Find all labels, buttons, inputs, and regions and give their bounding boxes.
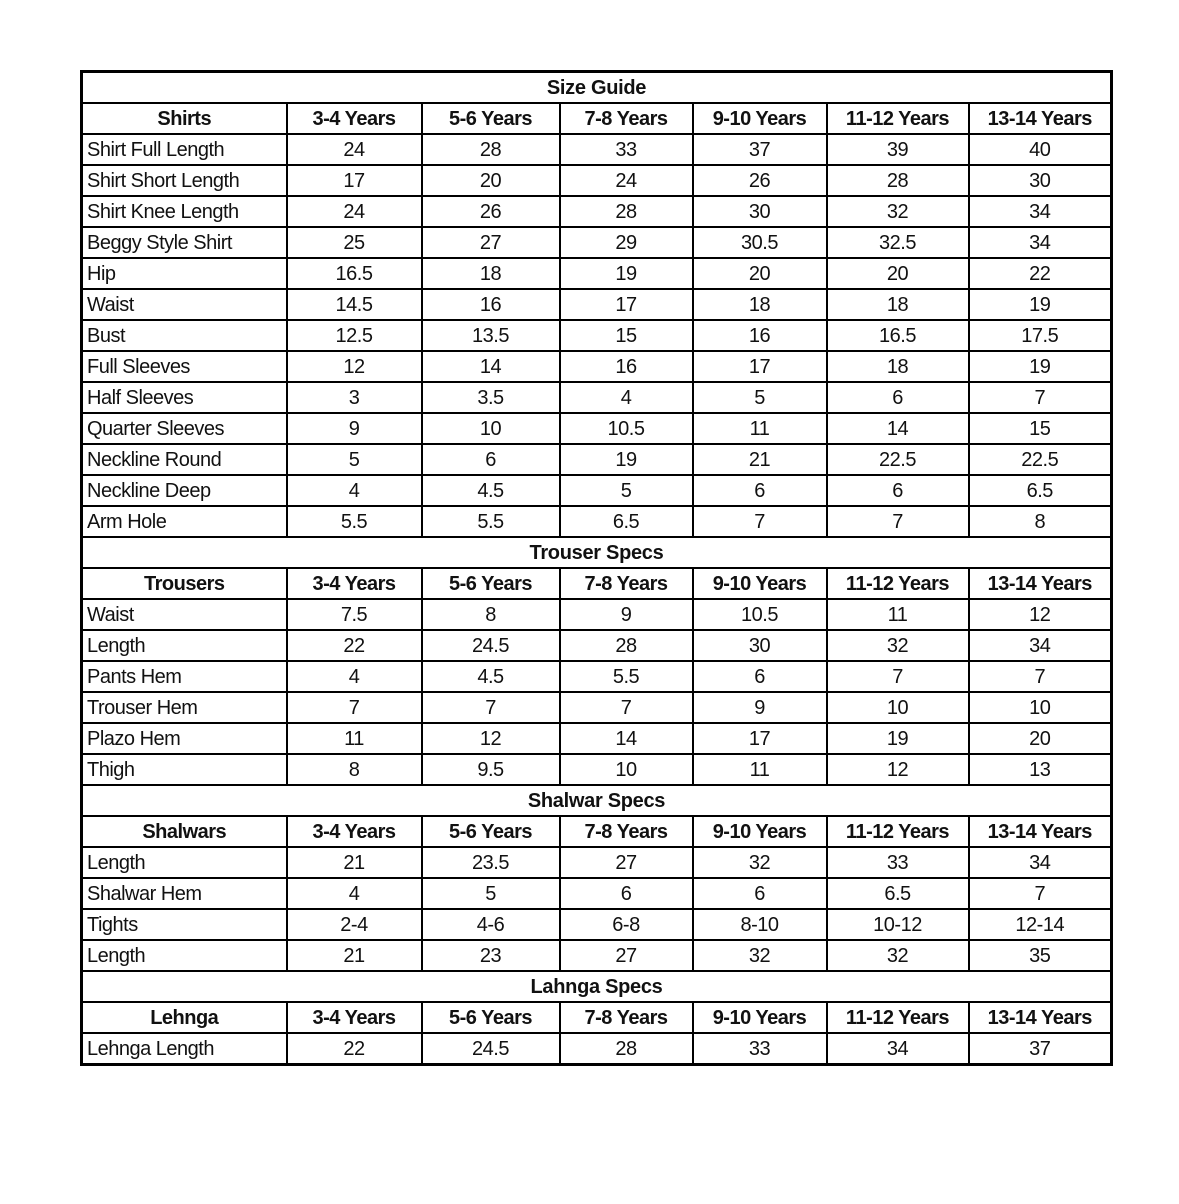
measurement-value: 5: [287, 444, 422, 475]
measurement-value: 22.5: [827, 444, 969, 475]
section-header-label: Shalwars: [82, 816, 287, 847]
measurement-label: Length: [82, 630, 287, 661]
table-row: [82, 723, 1112, 754]
measurement-value: 10: [827, 692, 969, 723]
measurement-value: 32: [827, 196, 969, 227]
age-column-header: 3-4 Years: [287, 816, 422, 847]
measurement-value: 18: [693, 289, 827, 320]
measurement-value: 22: [969, 258, 1112, 289]
age-column-header: 3-4 Years: [287, 1002, 422, 1033]
table-row: [82, 909, 1112, 940]
measurement-value: 6.5: [827, 878, 969, 909]
measurement-value: 30: [693, 630, 827, 661]
measurement-value: 18: [827, 289, 969, 320]
measurement-value: 16.5: [287, 258, 422, 289]
age-column-header: 11-12 Years: [827, 816, 969, 847]
measurement-value: 34: [969, 847, 1112, 878]
measurement-value: 19: [969, 289, 1112, 320]
column-header-row: [82, 103, 1112, 134]
age-column-header: 13-14 Years: [969, 1002, 1112, 1033]
measurement-value: 10.5: [693, 599, 827, 630]
section-title: Size Guide: [82, 72, 1112, 104]
measurement-value: 6: [693, 661, 827, 692]
measurement-value: 12: [287, 351, 422, 382]
table-row: [82, 940, 1112, 971]
measurement-value: 8: [287, 754, 422, 785]
age-column-header: 11-12 Years: [827, 103, 969, 134]
measurement-value: 4: [287, 661, 422, 692]
measurement-value: 6: [693, 878, 827, 909]
table-row: [82, 692, 1112, 723]
table-row: [82, 630, 1112, 661]
measurement-label: Waist: [82, 289, 287, 320]
measurement-value: 16: [560, 351, 693, 382]
measurement-label: Hip: [82, 258, 287, 289]
measurement-value: 28: [560, 1033, 693, 1065]
measurement-value: 22.5: [969, 444, 1112, 475]
age-column-header: 13-14 Years: [969, 568, 1112, 599]
measurement-value: 25: [287, 227, 422, 258]
measurement-value: 10-12: [827, 909, 969, 940]
measurement-value: 4-6: [422, 909, 560, 940]
measurement-value: 19: [560, 444, 693, 475]
measurement-value: 21: [287, 847, 422, 878]
measurement-value: 11: [827, 599, 969, 630]
measurement-label: Length: [82, 940, 287, 971]
measurement-value: 37: [969, 1033, 1112, 1065]
section-title-row: [82, 537, 1112, 568]
section-title: Shalwar Specs: [82, 785, 1112, 816]
measurement-value: 5: [560, 475, 693, 506]
measurement-value: 12: [969, 599, 1112, 630]
measurement-value: 32: [693, 940, 827, 971]
measurement-value: 27: [560, 940, 693, 971]
table-row: [82, 878, 1112, 909]
column-header-row: [82, 1002, 1112, 1033]
measurement-value: 24: [287, 196, 422, 227]
measurement-value: 10: [969, 692, 1112, 723]
measurement-value: 9.5: [422, 754, 560, 785]
table-row: [82, 382, 1112, 413]
age-column-header: 5-6 Years: [422, 103, 560, 134]
measurement-value: 24.5: [422, 1033, 560, 1065]
table-row: [82, 599, 1112, 630]
age-column-header: 11-12 Years: [827, 1002, 969, 1033]
age-column-header: 7-8 Years: [560, 1002, 693, 1033]
table-row: [82, 134, 1112, 165]
age-column-header: 9-10 Years: [693, 816, 827, 847]
measurement-value: 22: [287, 630, 422, 661]
table-row: [82, 1033, 1112, 1065]
measurement-value: 8: [422, 599, 560, 630]
measurement-value: 12.5: [287, 320, 422, 351]
measurement-value: 34: [969, 630, 1112, 661]
measurement-value: 26: [693, 165, 827, 196]
measurement-value: 32.5: [827, 227, 969, 258]
measurement-value: 7: [969, 382, 1112, 413]
measurement-value: 16.5: [827, 320, 969, 351]
measurement-value: 4: [560, 382, 693, 413]
age-column-header: 3-4 Years: [287, 568, 422, 599]
measurement-label: Tights: [82, 909, 287, 940]
measurement-value: 7: [827, 506, 969, 537]
age-column-header: 13-14 Years: [969, 103, 1112, 134]
measurement-value: 14: [560, 723, 693, 754]
measurement-value: 6: [827, 382, 969, 413]
measurement-value: 22: [287, 1033, 422, 1065]
measurement-value: 40: [969, 134, 1112, 165]
table-row: [82, 847, 1112, 878]
age-column-header: 7-8 Years: [560, 816, 693, 847]
measurement-label: Trouser Hem: [82, 692, 287, 723]
age-column-header: 9-10 Years: [693, 568, 827, 599]
measurement-value: 4: [287, 878, 422, 909]
age-column-header: 5-6 Years: [422, 568, 560, 599]
measurement-value: 8-10: [693, 909, 827, 940]
table-row: [82, 320, 1112, 351]
table-row: [82, 258, 1112, 289]
column-header-row: [82, 816, 1112, 847]
measurement-value: 12-14: [969, 909, 1112, 940]
measurement-value: 17: [693, 723, 827, 754]
section-title-row: [82, 72, 1112, 104]
measurement-value: 7.5: [287, 599, 422, 630]
measurement-value: 6: [560, 878, 693, 909]
measurement-value: 18: [422, 258, 560, 289]
measurement-value: 10.5: [560, 413, 693, 444]
measurement-value: 11: [693, 754, 827, 785]
table-row: [82, 754, 1112, 785]
section-title: Lahnga Specs: [82, 971, 1112, 1002]
size-guide-table-body: [82, 72, 1112, 1065]
measurement-value: 34: [969, 227, 1112, 258]
measurement-value: 28: [560, 630, 693, 661]
table-row: [82, 413, 1112, 444]
measurement-value: 9: [560, 599, 693, 630]
age-column-header: 11-12 Years: [827, 568, 969, 599]
section-title-row: [82, 971, 1112, 1002]
measurement-value: 5: [693, 382, 827, 413]
measurement-label: Bust: [82, 320, 287, 351]
measurement-value: 16: [422, 289, 560, 320]
measurement-value: 20: [969, 723, 1112, 754]
measurement-value: 15: [560, 320, 693, 351]
age-column-header: 3-4 Years: [287, 103, 422, 134]
table-row: [82, 351, 1112, 382]
measurement-value: 24.5: [422, 630, 560, 661]
measurement-value: 32: [827, 630, 969, 661]
measurement-value: 17: [287, 165, 422, 196]
measurement-value: 18: [827, 351, 969, 382]
measurement-value: 24: [560, 165, 693, 196]
section-title-row: [82, 785, 1112, 816]
measurement-label: Shalwar Hem: [82, 878, 287, 909]
measurement-value: 28: [560, 196, 693, 227]
measurement-value: 5.5: [560, 661, 693, 692]
age-column-header: 5-6 Years: [422, 1002, 560, 1033]
measurement-label: Neckline Round: [82, 444, 287, 475]
measurement-value: 30: [969, 165, 1112, 196]
measurement-value: 6.5: [560, 506, 693, 537]
measurement-label: Thigh: [82, 754, 287, 785]
measurement-value: 19: [560, 258, 693, 289]
measurement-value: 19: [969, 351, 1112, 382]
measurement-value: 32: [693, 847, 827, 878]
measurement-value: 10: [560, 754, 693, 785]
measurement-label: Beggy Style Shirt: [82, 227, 287, 258]
measurement-value: 14: [422, 351, 560, 382]
measurement-label: Half Sleeves: [82, 382, 287, 413]
measurement-label: Quarter Sleeves: [82, 413, 287, 444]
measurement-value: 4: [287, 475, 422, 506]
measurement-value: 13.5: [422, 320, 560, 351]
measurement-label: Shirt Short Length: [82, 165, 287, 196]
measurement-label: Shirt Knee Length: [82, 196, 287, 227]
measurement-label: Length: [82, 847, 287, 878]
measurement-label: Plazo Hem: [82, 723, 287, 754]
measurement-value: 33: [827, 847, 969, 878]
measurement-value: 17.5: [969, 320, 1112, 351]
measurement-value: 20: [693, 258, 827, 289]
section-header-label: Lehnga: [82, 1002, 287, 1033]
age-column-header: 5-6 Years: [422, 816, 560, 847]
measurement-value: 20: [422, 165, 560, 196]
section-title: Trouser Specs: [82, 537, 1112, 568]
measurement-value: 16: [693, 320, 827, 351]
measurement-value: 9: [693, 692, 827, 723]
age-column-header: 9-10 Years: [693, 103, 827, 134]
table-row: [82, 227, 1112, 258]
measurement-value: 7: [827, 661, 969, 692]
measurement-value: 3: [287, 382, 422, 413]
table-row: [82, 475, 1112, 506]
measurement-value: 33: [693, 1033, 827, 1065]
measurement-value: 26: [422, 196, 560, 227]
measurement-value: 7: [560, 692, 693, 723]
measurement-value: 21: [287, 940, 422, 971]
measurement-value: 9: [287, 413, 422, 444]
measurement-value: 6-8: [560, 909, 693, 940]
measurement-value: 7: [693, 506, 827, 537]
measurement-value: 2-4: [287, 909, 422, 940]
age-column-header: 9-10 Years: [693, 1002, 827, 1033]
measurement-value: 5.5: [287, 506, 422, 537]
measurement-value: 3.5: [422, 382, 560, 413]
measurement-value: 39: [827, 134, 969, 165]
measurement-value: 5: [422, 878, 560, 909]
measurement-value: 30: [693, 196, 827, 227]
measurement-value: 21: [693, 444, 827, 475]
measurement-value: 4.5: [422, 661, 560, 692]
measurement-value: 28: [422, 134, 560, 165]
measurement-value: 19: [827, 723, 969, 754]
measurement-value: 37: [693, 134, 827, 165]
measurement-value: 4.5: [422, 475, 560, 506]
measurement-value: 12: [422, 723, 560, 754]
table-row: [82, 506, 1112, 537]
measurement-label: Neckline Deep: [82, 475, 287, 506]
measurement-value: 27: [422, 227, 560, 258]
measurement-label: Shirt Full Length: [82, 134, 287, 165]
table-row: [82, 289, 1112, 320]
measurement-value: 23: [422, 940, 560, 971]
column-header-row: [82, 568, 1112, 599]
age-column-header: 13-14 Years: [969, 816, 1112, 847]
section-header-label: Shirts: [82, 103, 287, 134]
size-guide-table: [80, 70, 1113, 1066]
measurement-value: 6: [422, 444, 560, 475]
measurement-value: 17: [693, 351, 827, 382]
measurement-value: 15: [969, 413, 1112, 444]
measurement-value: 35: [969, 940, 1112, 971]
measurement-value: 7: [969, 878, 1112, 909]
measurement-label: Lehnga Length: [82, 1033, 287, 1065]
measurement-value: 34: [827, 1033, 969, 1065]
table-row: [82, 661, 1112, 692]
measurement-value: 33: [560, 134, 693, 165]
age-column-header: 7-8 Years: [560, 103, 693, 134]
measurement-value: 8: [969, 506, 1112, 537]
measurement-value: 7: [287, 692, 422, 723]
measurement-label: Arm Hole: [82, 506, 287, 537]
measurement-value: 11: [287, 723, 422, 754]
measurement-value: 6.5: [969, 475, 1112, 506]
measurement-value: 7: [422, 692, 560, 723]
measurement-value: 20: [827, 258, 969, 289]
measurement-value: 11: [693, 413, 827, 444]
table-row: [82, 444, 1112, 475]
measurement-value: 6: [827, 475, 969, 506]
measurement-value: 30.5: [693, 227, 827, 258]
table-row: [82, 165, 1112, 196]
measurement-label: Waist: [82, 599, 287, 630]
measurement-value: 12: [827, 754, 969, 785]
measurement-label: Full Sleeves: [82, 351, 287, 382]
section-header-label: Trousers: [82, 568, 287, 599]
measurement-value: 34: [969, 196, 1112, 227]
measurement-value: 28: [827, 165, 969, 196]
measurement-value: 32: [827, 940, 969, 971]
measurement-label: Pants Hem: [82, 661, 287, 692]
measurement-value: 7: [969, 661, 1112, 692]
measurement-value: 14: [827, 413, 969, 444]
measurement-value: 29: [560, 227, 693, 258]
measurement-value: 14.5: [287, 289, 422, 320]
measurement-value: 6: [693, 475, 827, 506]
measurement-value: 23.5: [422, 847, 560, 878]
age-column-header: 7-8 Years: [560, 568, 693, 599]
measurement-value: 13: [969, 754, 1112, 785]
measurement-value: 24: [287, 134, 422, 165]
measurement-value: 17: [560, 289, 693, 320]
measurement-value: 10: [422, 413, 560, 444]
measurement-value: 27: [560, 847, 693, 878]
measurement-value: 5.5: [422, 506, 560, 537]
table-row: [82, 196, 1112, 227]
